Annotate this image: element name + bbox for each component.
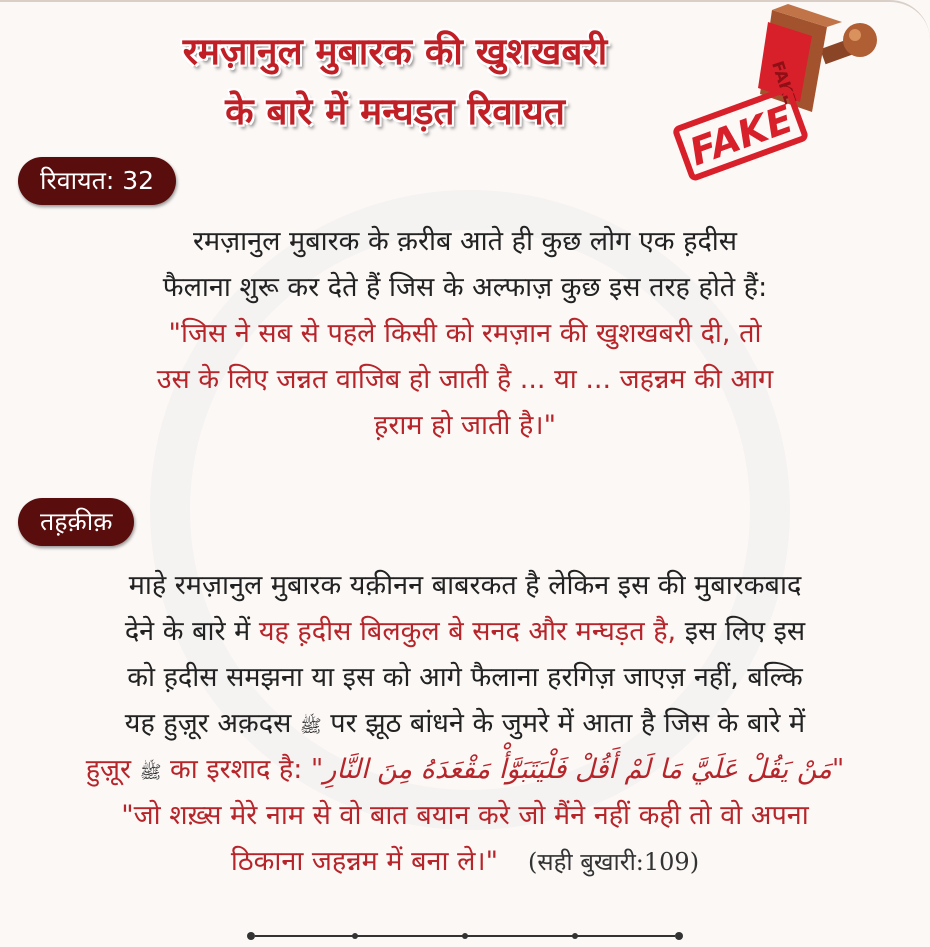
tahqeeq-line-1: माहे रमज़ानुल मुबारक यक़ीनन बाबरकत है लेकिन इस की मुबारकबाद <box>128 570 802 601</box>
tahqeeq-line-2 <box>0 609 930 655</box>
riwayat-label: रिवायत: 32 <box>18 157 176 205</box>
page-title <box>95 22 695 142</box>
title-line-1: रमज़ानुल मुबारक की खुशखबरी <box>182 30 608 73</box>
tahqeeq-line-7-text: ठिकाना जहन्नम में बना ले।" <box>230 846 499 877</box>
tahqeeq-line-4-a: यह हुज़ूर अक़दस <box>124 708 300 739</box>
tahqeeq-line-5-b: का इरशाद है: <box>161 754 311 785</box>
tahqeeq-line-4-b: पर झूठ बांधने के जुमरे में आता है जिस के बारे में <box>321 708 806 739</box>
salawat-symbol: ﷺ <box>299 716 322 737</box>
ornament-divider <box>245 931 685 941</box>
tahqeeq-line-4 <box>0 701 930 747</box>
arabic-hadith: "مَنْ يَقُلْ عَلَيَّ مَا لَمْ أَقُلْ فَلْيَتَبَوَّأْ مَقْعَدَهُ مِنَ النَّارِ" <box>310 754 845 785</box>
riwayat-quote-line-3: ह़राम हो जाती है।" <box>374 410 556 441</box>
fake-stamp-icon <box>672 2 887 182</box>
riwayat-line-2: फैलाना शुरू कर देते हैं जिस के अल्फाज़ कुछ इस तरह होते हैं: <box>162 272 768 303</box>
riwayat-text <box>0 219 930 449</box>
tahqeeq-text <box>0 563 930 885</box>
riwayat-quote-line-2: उस के लिए जन्नत वाजिब हो जाती है ... या ... जहन्नम की आग <box>156 364 774 395</box>
tahqeeq-line-7 <box>0 839 930 885</box>
title-line-2: के बारे में मन्घड़त रिवायत <box>225 90 565 133</box>
salawat-symbol-2: ﷺ <box>139 762 162 783</box>
tahqeeq-line-5-a: हुज़ूर <box>85 754 140 785</box>
stamp-label: FAKE <box>683 96 799 175</box>
tahqeeq-line-3: को ह़दीस समझना या इस को आगे फैलाना हरगिज़ जाएज़ नहीं, बल्कि <box>127 662 803 693</box>
tahqeeq-line-2-a: देने के बारे में <box>124 616 259 647</box>
tahqeeq-line-5 <box>0 747 930 793</box>
hadith-reference: (सही बुखारी:109) <box>528 848 700 876</box>
tahqeeq-line-2-b: इस लिए इस <box>676 616 806 647</box>
riwayat-quote-line-1: "जिस ने सब से पहले किसी को रमज़ान की खुशखबरी दी, तो <box>168 318 762 349</box>
riwayat-line-1: रमज़ानुल मुबारक के क़रीब आते ही कुछ लोग एक ह़दीस <box>192 226 738 257</box>
svg-text:FAKE: FAKE <box>768 58 800 108</box>
tahqeeq-line-6: "जो शख़्स मेरे नाम से वो बात बयान करे जो मैंने नहीं कही तो वो अपना <box>121 800 809 831</box>
tahqeeq-label: तह़क़ीक़ <box>18 498 134 546</box>
tahqeeq-line-2-highlight: यह ह़दीस बिलकुल बे सनद और मन्घड़त है, <box>258 616 677 647</box>
